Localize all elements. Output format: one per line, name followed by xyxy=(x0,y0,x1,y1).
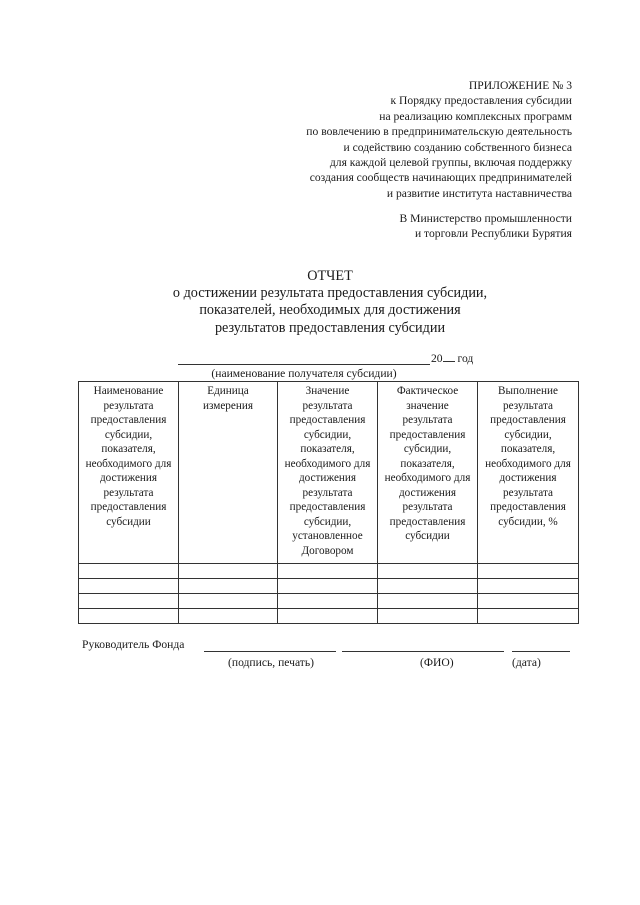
year-suffix: год xyxy=(457,352,474,365)
name-caption: (ФИО) xyxy=(420,656,454,669)
table-row xyxy=(79,594,579,609)
table-cell[interactable] xyxy=(79,564,179,579)
table-cell[interactable] xyxy=(478,564,579,579)
addressee-line: В Министерство промышленности xyxy=(399,212,572,225)
appendix-line: на реализацию комплексных программ xyxy=(379,109,572,123)
report-subtitle-line: показателей, необходимых для достижения xyxy=(199,302,461,319)
report-title-block xyxy=(0,268,640,337)
report-table xyxy=(78,381,579,624)
table-row xyxy=(79,579,579,594)
table-cell[interactable] xyxy=(179,579,278,594)
table-cell[interactable] xyxy=(378,594,478,609)
table-cell[interactable] xyxy=(478,594,579,609)
report-heading: ОТЧЕТ xyxy=(307,268,353,284)
table-header-row xyxy=(79,382,579,564)
recipient-name-field[interactable] xyxy=(178,364,430,365)
table-cell[interactable] xyxy=(378,609,478,624)
table-row xyxy=(79,609,579,624)
signature-field[interactable] xyxy=(204,651,336,652)
recipient-row xyxy=(178,350,498,366)
name-field[interactable] xyxy=(342,651,504,652)
date-field[interactable] xyxy=(512,651,570,652)
table-cell[interactable] xyxy=(79,594,179,609)
table-cell[interactable] xyxy=(179,609,278,624)
recipient-caption: (наименование получателя субсидии) xyxy=(211,367,397,380)
table-row xyxy=(79,564,579,579)
year-prefix: 20 xyxy=(431,352,443,365)
column-header-actual-value: Фактическое значение результата предоставления субсидии, показателя, необходимого для достижения результата предоставления субсидии xyxy=(378,382,478,564)
report-subtitle-line: результатов предоставления субсидии xyxy=(214,319,446,336)
signature-caption: (подпись, печать) xyxy=(228,656,315,669)
addressee-block xyxy=(272,211,572,242)
table-cell[interactable] xyxy=(79,579,179,594)
addressee-line: и торговли Республики Бурятия xyxy=(414,227,572,241)
table-cell[interactable] xyxy=(278,564,378,579)
appendix-title: ПРИЛОЖЕНИЕ № 3 xyxy=(468,79,572,92)
appendix-line: создания сообществ начинающих предпринимателей xyxy=(309,171,572,185)
signature-label: Руководитель Фонда xyxy=(82,638,185,651)
table-cell[interactable] xyxy=(378,579,478,594)
table-cell[interactable] xyxy=(278,579,378,594)
appendix-line: для каждой целевой группы, включая поддержку xyxy=(329,156,572,170)
column-header-result-name: Наименование результата предоставления субсидии, показателя, необходимого для достижения результата предоставления субсидии xyxy=(79,382,179,564)
signature-block xyxy=(82,638,582,678)
table-cell[interactable] xyxy=(378,564,478,579)
table-cell[interactable] xyxy=(179,564,278,579)
table-cell[interactable] xyxy=(79,609,179,624)
appendix-line: и содействию созданию собственного бизнеса xyxy=(343,140,572,154)
year-field[interactable] xyxy=(443,351,455,362)
column-header-completion: Выполнение результата предоставления субсидии, показателя, необходимого для достижения результата предоставления субсидии, % xyxy=(478,382,579,564)
table-cell[interactable] xyxy=(478,609,579,624)
table-cell[interactable] xyxy=(179,594,278,609)
table-cell[interactable] xyxy=(478,579,579,594)
date-caption: (дата) xyxy=(512,656,541,669)
appendix-line: по вовлечению в предпринимательскую деятельность xyxy=(306,125,572,139)
column-header-planned-value: Значение результата предоставления субсидии, показателя, необходимого для достижения результата предоставления субсидии, установленное Договором xyxy=(278,382,378,564)
appendix-line: к Порядку предоставления субсидии xyxy=(390,94,572,108)
appendix-block xyxy=(212,78,572,201)
report-year xyxy=(431,351,473,365)
table-cell[interactable] xyxy=(278,609,378,624)
report-subtitle-line: о достижении результата предоставления субсидии, xyxy=(172,285,488,302)
table-cell[interactable] xyxy=(278,594,378,609)
appendix-line: и развитие института наставничества xyxy=(386,186,572,200)
column-header-unit: Единица измерения xyxy=(179,382,278,564)
